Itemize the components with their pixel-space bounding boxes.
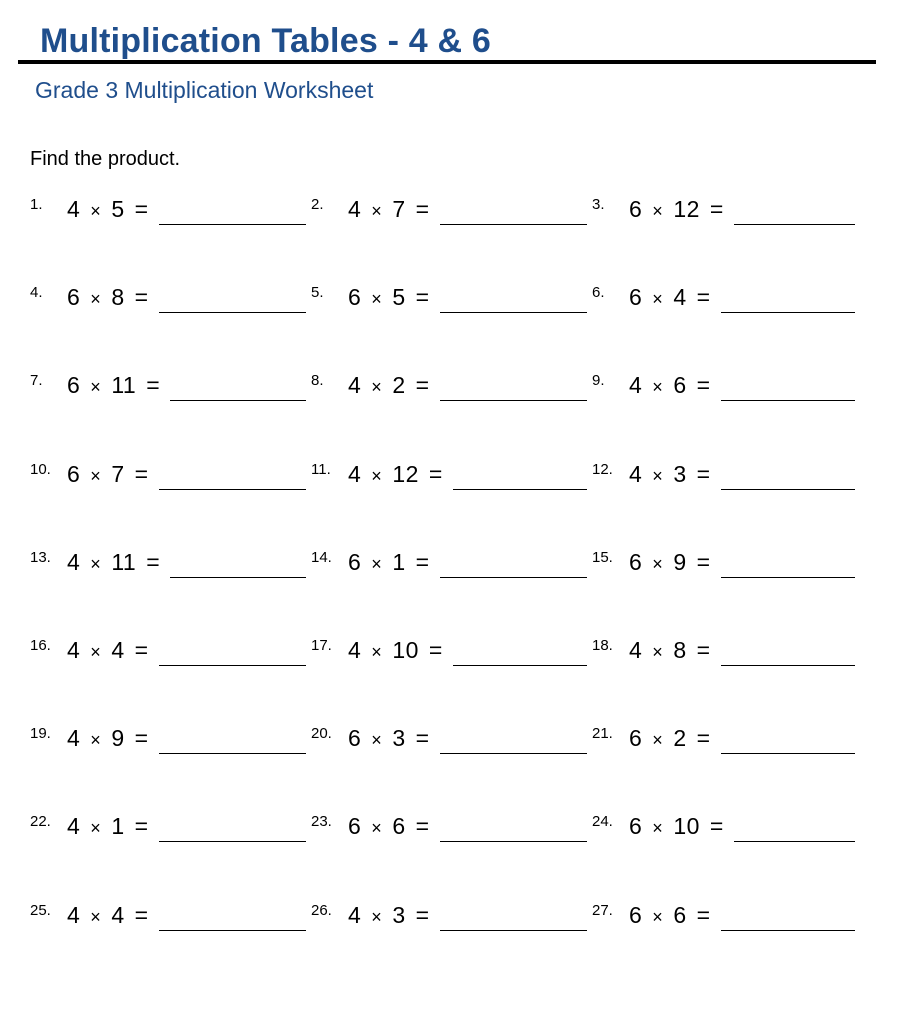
factor-a: 4 (67, 901, 81, 928)
problem-item (311, 631, 592, 667)
equals-sign: = (146, 372, 161, 399)
equals-sign: = (146, 548, 161, 575)
factor-a: 6 (348, 548, 362, 575)
problem-expression (67, 194, 159, 226)
factor-a: 6 (629, 548, 643, 575)
answer-blank[interactable] (159, 489, 306, 490)
problem-item (592, 543, 860, 579)
factor-b: 2 (392, 372, 406, 399)
factor-a: 4 (348, 636, 362, 663)
factor-b: 5 (111, 196, 125, 222)
equals-sign: = (134, 196, 149, 222)
problem-expression (67, 282, 159, 314)
equals-sign: = (696, 372, 711, 399)
factor-a: 6 (348, 284, 362, 311)
problem-item (311, 278, 592, 314)
equals-sign: = (415, 548, 430, 575)
problem-item (592, 719, 860, 755)
problem-item (311, 807, 592, 843)
factor-b: 11 (111, 548, 137, 575)
times-sign: × (652, 906, 664, 927)
answer-blank[interactable] (721, 753, 855, 754)
problem-expression (629, 370, 721, 402)
times-sign: × (371, 818, 383, 839)
factor-a: 4 (348, 460, 362, 487)
problem-expression (629, 811, 734, 843)
equals-sign: = (134, 901, 149, 928)
problem-item (30, 807, 311, 843)
equals-sign: = (134, 813, 149, 840)
equals-sign: = (696, 636, 711, 663)
factor-b: 9 (673, 548, 687, 575)
problem-number: 26. (311, 901, 332, 919)
problem-item (311, 190, 592, 226)
problem-expression (348, 900, 440, 932)
problem-number: 12. (592, 460, 613, 478)
problem-number: 14. (311, 548, 332, 566)
factor-b: 6 (673, 901, 687, 928)
problem-number: 2. (311, 196, 324, 213)
problem-number: 22. (30, 813, 51, 831)
equals-sign: = (415, 372, 430, 399)
problem-item (30, 631, 311, 667)
answer-blank[interactable] (440, 312, 587, 313)
problem-grid (30, 190, 860, 984)
factor-a: 6 (629, 196, 643, 222)
factor-b: 3 (673, 460, 687, 487)
times-sign: × (90, 730, 102, 751)
answer-blank[interactable] (440, 224, 587, 225)
problem-expression (629, 547, 721, 579)
equals-sign: = (134, 636, 149, 663)
problem-number: 24. (592, 813, 613, 831)
problem-expression (348, 723, 440, 755)
answer-blank[interactable] (721, 930, 855, 931)
problem-number: 20. (311, 725, 332, 743)
factor-b: 6 (392, 813, 406, 840)
equals-sign: = (696, 460, 711, 487)
factor-a: 6 (348, 725, 362, 752)
factor-b: 12 (392, 460, 419, 487)
equals-sign: = (696, 284, 711, 311)
factor-b: 11 (111, 372, 137, 399)
times-sign: × (652, 553, 664, 574)
problem-number: 13. (30, 548, 51, 566)
answer-blank[interactable] (159, 224, 306, 225)
factor-a: 6 (629, 813, 643, 840)
answer-blank[interactable] (440, 400, 587, 401)
equals-sign: = (709, 813, 724, 840)
answer-blank[interactable] (440, 753, 587, 754)
problem-expression (348, 635, 453, 667)
equals-sign: = (415, 725, 430, 752)
problem-number: 6. (592, 284, 605, 302)
factor-b: 9 (111, 725, 125, 752)
times-sign: × (371, 377, 383, 398)
problem-expression (348, 459, 453, 491)
equals-sign: = (134, 725, 149, 752)
factor-b: 4 (111, 901, 125, 928)
problem-item (311, 719, 592, 755)
problem-expression (348, 282, 440, 314)
answer-blank[interactable] (170, 577, 306, 578)
problem-expression (67, 459, 159, 491)
problem-expression (348, 811, 440, 843)
equals-sign: = (415, 196, 430, 222)
factor-b: 1 (392, 548, 406, 575)
problem-item (592, 896, 860, 932)
factor-b: 3 (392, 901, 406, 928)
factor-b: 7 (392, 196, 406, 222)
factor-b: 10 (392, 636, 419, 663)
times-sign: × (90, 553, 102, 574)
problem-expression (348, 370, 440, 402)
problem-number: 27. (592, 901, 613, 919)
problem-number: 5. (311, 284, 324, 302)
factor-a: 6 (67, 372, 81, 399)
problem-number: 15. (592, 548, 613, 566)
factor-a: 4 (67, 196, 81, 222)
problem-expression (629, 194, 734, 226)
times-sign: × (371, 289, 383, 310)
problem-expression (629, 282, 721, 314)
problem-item (311, 366, 592, 402)
worksheet-title: Multiplication Tables - 4 & 6 (40, 22, 492, 60)
factor-a: 4 (629, 636, 643, 663)
factor-a: 4 (67, 813, 81, 840)
problem-item (30, 190, 311, 226)
equals-sign: = (428, 460, 443, 487)
instructions: Find the product. (30, 148, 181, 170)
title-rule (18, 60, 876, 64)
equals-sign: = (696, 901, 711, 928)
problem-number: 9. (592, 372, 605, 390)
times-sign: × (90, 201, 102, 221)
answer-blank[interactable] (721, 489, 855, 490)
factor-a: 6 (67, 284, 81, 311)
worksheet-subtitle: Grade 3 Multiplication Worksheet (35, 77, 374, 103)
answer-blank[interactable] (159, 665, 306, 666)
factor-a: 4 (629, 460, 643, 487)
factor-b: 10 (673, 813, 700, 840)
problem-item (30, 543, 311, 579)
times-sign: × (371, 906, 383, 927)
times-sign: × (371, 730, 383, 751)
problem-number: 1. (30, 196, 43, 213)
problem-expression (629, 900, 721, 932)
times-sign: × (652, 377, 664, 398)
problem-item (592, 455, 860, 491)
answer-blank[interactable] (170, 400, 306, 401)
answer-blank[interactable] (453, 665, 587, 666)
answer-blank[interactable] (440, 577, 587, 578)
problem-item (592, 190, 860, 226)
problem-expression (67, 811, 159, 843)
equals-sign: = (428, 636, 443, 663)
problem-item (30, 366, 311, 402)
equals-sign: = (709, 196, 724, 222)
factor-a: 4 (67, 636, 81, 663)
answer-blank[interactable] (159, 841, 306, 842)
problem-item (30, 719, 311, 755)
problem-item (592, 807, 860, 843)
problem-item (592, 278, 860, 314)
times-sign: × (371, 465, 383, 486)
problem-expression (67, 370, 170, 402)
times-sign: × (371, 553, 383, 574)
factor-b: 6 (673, 372, 687, 399)
answer-blank[interactable] (159, 312, 306, 313)
equals-sign: = (134, 284, 149, 311)
problem-item (311, 455, 592, 491)
problem-number: 10. (30, 460, 51, 478)
times-sign: × (90, 906, 102, 927)
problem-expression (629, 635, 721, 667)
problem-number: 23. (311, 813, 332, 831)
factor-b: 8 (673, 636, 687, 663)
times-sign: × (371, 201, 383, 221)
factor-b: 12 (673, 196, 700, 222)
times-sign: × (90, 289, 102, 310)
factor-a: 4 (629, 372, 643, 399)
problem-expression (348, 194, 440, 226)
factor-a: 4 (348, 196, 362, 222)
problem-expression (629, 723, 721, 755)
times-sign: × (652, 201, 664, 221)
problem-expression (67, 723, 159, 755)
times-sign: × (652, 465, 664, 486)
problem-number: 4. (30, 284, 43, 302)
problem-item (30, 278, 311, 314)
equals-sign: = (696, 725, 711, 752)
times-sign: × (90, 377, 102, 398)
problem-item (311, 543, 592, 579)
problem-expression (67, 635, 159, 667)
answer-blank[interactable] (159, 753, 306, 754)
answer-blank[interactable] (721, 665, 855, 666)
factor-b: 1 (111, 813, 125, 840)
answer-blank[interactable] (734, 224, 855, 225)
equals-sign: = (134, 460, 149, 487)
problem-item (592, 366, 860, 402)
problem-number: 16. (30, 636, 51, 654)
answer-blank[interactable] (159, 930, 306, 931)
factor-b: 7 (111, 460, 125, 487)
equals-sign: = (415, 901, 430, 928)
answer-blank[interactable] (440, 930, 587, 931)
times-sign: × (90, 641, 102, 662)
answer-blank[interactable] (721, 312, 855, 313)
times-sign: × (90, 818, 102, 839)
times-sign: × (90, 465, 102, 486)
factor-a: 6 (348, 813, 362, 840)
equals-sign: = (696, 548, 711, 575)
times-sign: × (652, 730, 664, 751)
answer-blank[interactable] (721, 577, 855, 578)
times-sign: × (371, 641, 383, 662)
factor-b: 3 (392, 725, 406, 752)
problem-number: 3. (592, 196, 605, 213)
times-sign: × (652, 818, 664, 839)
factor-a: 6 (629, 725, 643, 752)
problem-number: 8. (311, 372, 324, 390)
factor-a: 6 (629, 284, 643, 311)
factor-b: 4 (673, 284, 687, 311)
factor-a: 4 (348, 901, 362, 928)
times-sign: × (652, 641, 664, 662)
problem-number: 21. (592, 725, 613, 743)
problem-item (30, 896, 311, 932)
equals-sign: = (415, 284, 430, 311)
factor-b: 5 (392, 284, 406, 311)
problem-number: 18. (592, 636, 613, 654)
problem-item (592, 631, 860, 667)
factor-a: 4 (67, 548, 81, 575)
factor-b: 2 (673, 725, 687, 752)
times-sign: × (652, 289, 664, 310)
answer-blank[interactable] (440, 841, 587, 842)
problem-number: 17. (311, 636, 332, 654)
problem-number: 25. (30, 901, 51, 919)
factor-a: 6 (67, 460, 81, 487)
factor-a: 4 (67, 725, 81, 752)
problem-item (30, 455, 311, 491)
factor-b: 4 (111, 636, 125, 663)
problem-number: 19. (30, 725, 51, 743)
equals-sign: = (415, 813, 430, 840)
problem-expression (629, 459, 721, 491)
problem-expression (67, 900, 159, 932)
problem-expression (348, 547, 440, 579)
factor-a: 6 (629, 901, 643, 928)
problem-number: 11. (311, 460, 331, 478)
answer-blank[interactable] (734, 841, 855, 842)
problem-item (311, 896, 592, 932)
factor-a: 4 (348, 372, 362, 399)
factor-b: 8 (111, 284, 125, 311)
problem-expression (67, 547, 170, 579)
problem-number: 7. (30, 372, 43, 390)
answer-blank[interactable] (721, 400, 855, 401)
answer-blank[interactable] (453, 489, 587, 490)
